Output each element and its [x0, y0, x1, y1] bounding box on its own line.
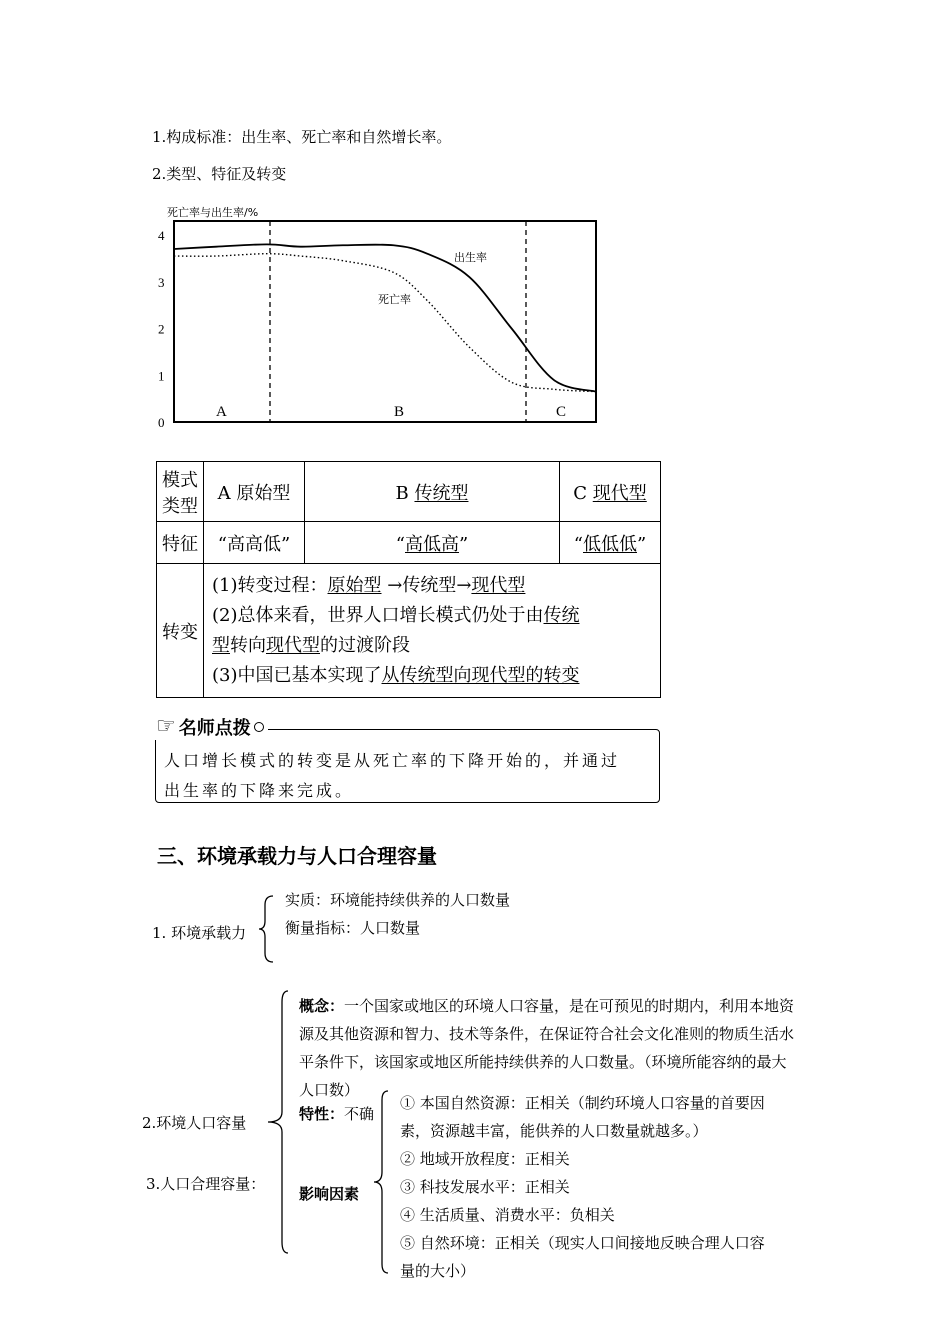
concept-line-4: 人口数） [299, 1081, 360, 1099]
cell-primitive-feature: “高高低” [204, 522, 305, 564]
brace-3 [370, 1090, 392, 1274]
factors-list [400, 1089, 765, 1285]
y-tick-label: 0 [158, 415, 165, 430]
stage-label-b: B [394, 404, 405, 420]
concept-title: 概念： [299, 997, 345, 1015]
teacher-tip-header [152, 714, 268, 740]
circle-icon [254, 722, 264, 732]
death-rate-line [174, 254, 596, 392]
stage-label-c: C [556, 404, 567, 420]
brace-2 [264, 990, 290, 1255]
factor-living-quality: ④ 生活质量、消费水平：负相关 [400, 1206, 615, 1224]
trait-line: 特性：不确 [299, 1105, 375, 1123]
y-tick-label: 2 [158, 321, 165, 337]
reasonable-population-capacity-label: 3.人口合理容量： [146, 1175, 266, 1193]
transition-line-4: (3)中国已基本实现了从传统型向现代型的转变 [212, 664, 580, 686]
birth-rate-label: 出生率 [454, 251, 487, 264]
transition-line-2: (2)总体来看，世界人口增长模式仍处于由传统 [212, 604, 580, 626]
table-row-features [157, 522, 661, 564]
factor-natural-resources-cont: 素，资源越丰富，能供养的人口数量就越多。） [400, 1122, 708, 1140]
cell-traditional-type: B 传统型 [305, 462, 560, 522]
cell-primitive-type: A 原始型 [204, 462, 305, 522]
cell-modern-type: C 现代型 [560, 462, 661, 522]
factor-natural-environment-cont: 量的大小） [400, 1262, 476, 1280]
transition-line-3: 型转向现代型的过渡阶段 [212, 634, 410, 656]
item-types-features: 2.类型、特征及转变 [152, 165, 287, 183]
brace-1 [257, 895, 277, 963]
concept-block [299, 992, 871, 1104]
factor-technology: ③ 科技发展水平：正相关 [400, 1178, 570, 1196]
chart-ylabel: 死亡率与出生率/% [167, 206, 259, 219]
header-model-type: 模式 类型 [157, 462, 204, 522]
birth-rate-line [174, 244, 596, 391]
population-model-chart [150, 215, 610, 430]
stage-label-a: A [216, 404, 227, 420]
pointing-hand-icon: ☞ [156, 714, 176, 739]
population-model-table [156, 461, 661, 698]
environmental-population-capacity-label: 2.环境人口容量 [142, 1114, 247, 1132]
factor-openness: ② 地域开放程度：正相关 [400, 1150, 570, 1168]
capacity-indicator: 衡量指标：人口数量 [285, 919, 421, 937]
cell-transition-text [204, 564, 661, 698]
header-features: 特征 [157, 522, 204, 564]
transition-line-1: (1)转变过程：原始型 →传统型→现代型 [212, 574, 526, 596]
factor-natural-environment: ⑤ 自然环境：正相关（现实人口间接地反映合理人口容 [400, 1234, 765, 1252]
cell-modern-feature: “低低低” [560, 522, 661, 564]
y-tick-label: 1 [158, 368, 165, 384]
chart-frame [174, 221, 596, 422]
death-rate-label: 死亡率 [378, 293, 411, 306]
table-row-types [157, 462, 661, 522]
concept-line-1: 一个国家或地区的环境人口容量，是在可预见的时期内，利用本地资 [344, 997, 795, 1015]
cell-traditional-feature: “高低高” [305, 522, 560, 564]
y-tick-label: 4 [158, 228, 165, 243]
factors-title: 影响因素 [299, 1185, 360, 1203]
header-transition: 转变 [157, 564, 204, 698]
concept-line-2: 源及其他资源和智力、技术等条件，在保证符合社会文化准则的物质生活水 [299, 1025, 795, 1043]
environment-capacity-label: 1. 环境承载力 [152, 924, 247, 942]
concept-line-3: 平条件下，该国家或地区所能持续供养的人口数量。（环境所能容纳的最大 [299, 1053, 787, 1071]
teacher-tip-title: 名师点拨 [178, 718, 251, 739]
section-heading: 三、环境承载力与人口合理容量 [157, 844, 437, 868]
table-row-transition [157, 564, 661, 698]
y-tick-label: 3 [158, 274, 165, 290]
factor-natural-resources: ① 本国自然资源：正相关（制约环境人口容量的首要因 [400, 1094, 765, 1112]
teacher-tip-text: 人口增长模式的转变是从死亡率的下降开始的，并通过 出生率的下降来完成。 [164, 751, 621, 800]
capacity-essence: 实质：环境能持续供养的人口数量 [285, 891, 511, 909]
item-composition-standard: 1.构成标准：出生率、死亡率和自然增长率。 [152, 128, 452, 146]
